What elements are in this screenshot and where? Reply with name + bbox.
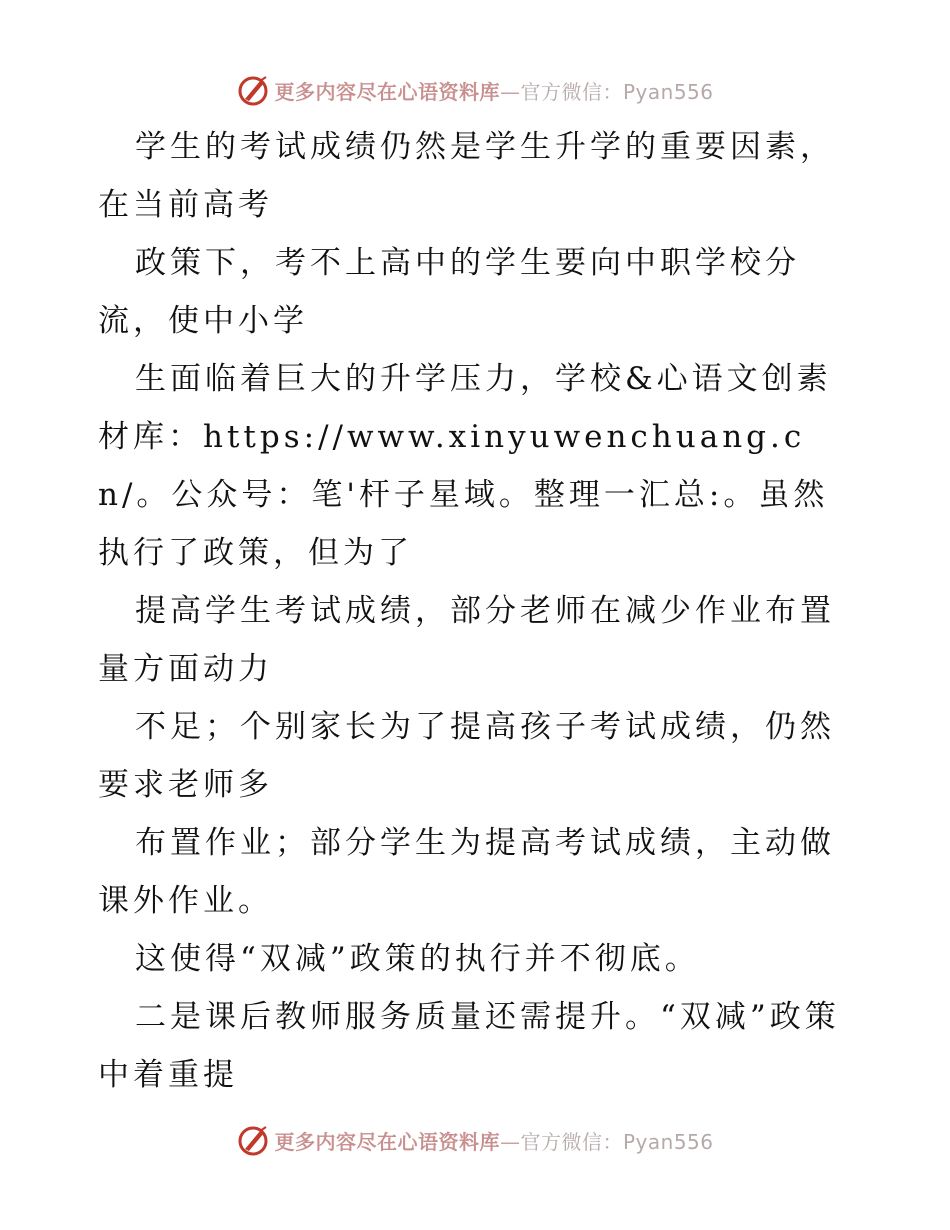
watermark-separator: —	[499, 1129, 521, 1154]
watermark-wechat-id: Pyan556	[622, 79, 714, 104]
watermark-wechat-id: Pyan556	[622, 1129, 714, 1154]
document-body	[98, 118, 858, 1104]
watermark-text	[274, 76, 713, 105]
watermark-site-name: 更多内容尽在心语资料库	[274, 1129, 500, 1154]
paragraph: 不足；个别家长为了提高孩子考试成绩，仍然要求老师多	[98, 709, 835, 803]
paragraph: 学生的考试成绩仍然是学生升学的重要因素，在当前高考	[98, 129, 835, 223]
paragraph: 政策下，考不上高中的学生要向中职学校分流，使中小学	[98, 245, 800, 339]
paragraph: 布置作业；部分学生为提高考试成绩，主动做课外作业。	[98, 825, 835, 919]
paragraph: 二是课后教师服务质量还需提升。“双减”政策中着重提	[98, 999, 840, 1093]
footer-watermark-banner	[0, 1120, 950, 1160]
quill-pen-logo-icon	[236, 73, 270, 107]
paragraph: 这使得“双减”政策的执行并不彻底。	[135, 941, 700, 977]
watermark-text	[274, 1126, 713, 1155]
paragraph: 生面临着巨大的升学压力，学校&心语文创素材库：https://www.xinyuwenchuang.cn/。公众号：笔'杆子星域。整理一汇总:。虽然执行了政策，但为了	[98, 361, 832, 571]
watermark-wechat-label: 官方微信：	[520, 1129, 623, 1154]
watermark-separator: —	[499, 79, 521, 104]
quill-pen-logo-icon	[236, 1123, 270, 1157]
paragraph: 提高学生考试成绩，部分老师在减少作业布置量方面动力	[98, 593, 835, 687]
watermark-wechat-label: 官方微信：	[520, 79, 623, 104]
header-watermark-banner	[0, 70, 950, 110]
watermark-site-name: 更多内容尽在心语资料库	[274, 79, 500, 104]
